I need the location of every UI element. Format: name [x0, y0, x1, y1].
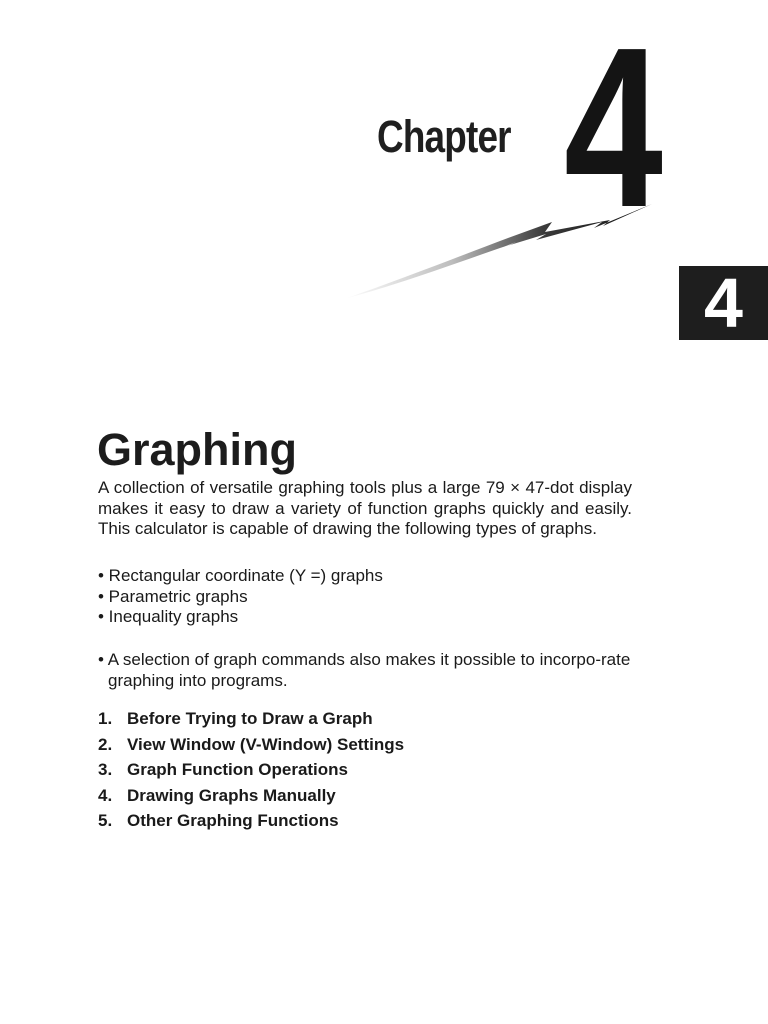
toc-item[interactable]: [98, 732, 404, 758]
toc-item-number: 5.: [98, 811, 113, 830]
list-item: • Rectangular coordinate (Y =) graphs: [98, 566, 383, 585]
toc-item-label: Drawing Graphs Manually: [127, 785, 336, 805]
swoosh-graphic: [340, 198, 660, 304]
page-title: Graphing: [97, 424, 297, 475]
toc-item[interactable]: [98, 808, 404, 834]
toc-item-number: 4.: [98, 785, 113, 805]
toc-item-label: Graph Function Operations: [127, 760, 349, 779]
graph-commands-note: • A selection of graph commands also makes it possible to incorpo-rate graphing into programs.: [98, 650, 631, 690]
list-item: • Inequality graphs: [98, 607, 239, 626]
toc-item[interactable]: [98, 706, 404, 732]
toc-item-label: Other Graphing Functions: [127, 811, 339, 830]
graph-types-list: [98, 566, 638, 628]
chapter-side-tab: [679, 266, 768, 340]
toc-item[interactable]: [98, 757, 404, 783]
side-tab-number: 4: [704, 264, 743, 342]
intro-paragraph: A collection of versatile graphing tools plus a large 79 × 47-dot display makes it easy to draw a variety of function graphs quickly and easily. This calculator is capable of drawing the following types of graphs.: [98, 478, 632, 538]
toc-item-label: View Window (V-Window) Settings: [127, 734, 405, 754]
list-item: • Parametric graphs: [98, 586, 248, 606]
toc-item-number: 3.: [98, 760, 113, 779]
toc-item-number: 1.: [98, 709, 113, 728]
toc-item[interactable]: [98, 783, 404, 809]
chapter-number: 4: [564, 1, 663, 255]
table-of-contents: [98, 706, 404, 834]
toc-item-label: Before Trying to Draw a Graph: [127, 709, 373, 728]
toc-item-number: 2.: [98, 734, 113, 754]
chapter-word: Chapter: [377, 111, 511, 162]
